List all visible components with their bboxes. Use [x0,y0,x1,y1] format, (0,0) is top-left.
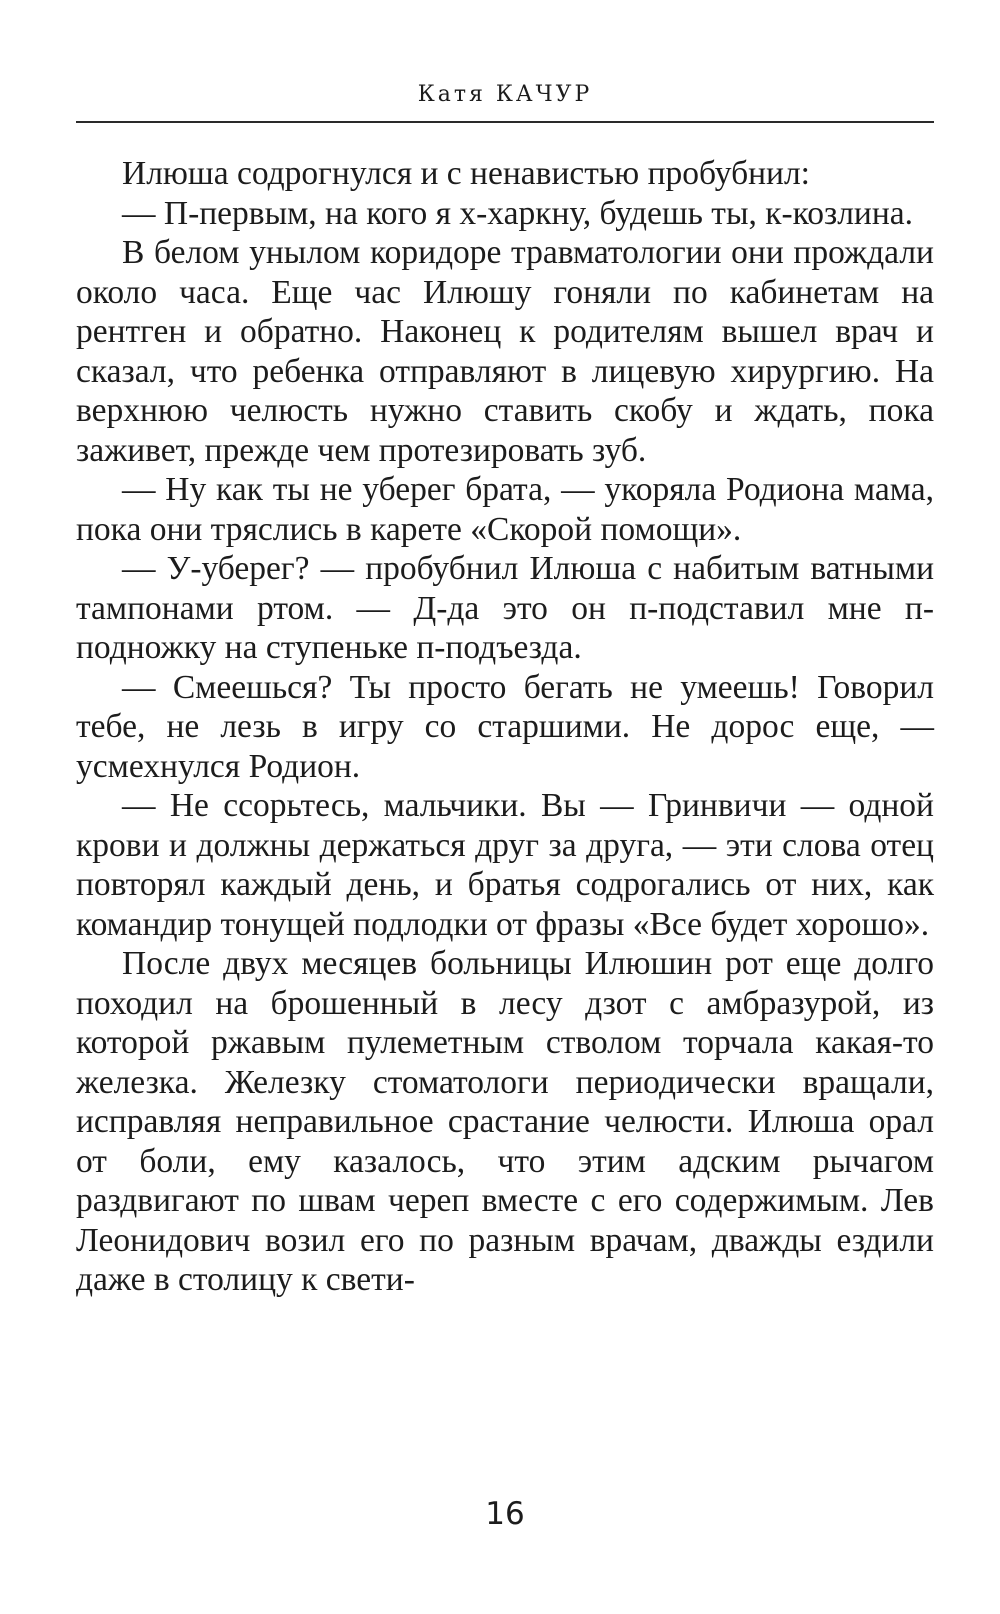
header-rule [76,121,934,123]
paragraph: — У-уберег? — пробубнил Илюша с набитым ватными тампонами ртом. — Д-да это он п-подставил мне п-подножку на ступеньке п-подъезда. [76,550,934,666]
body-text [76,154,934,1300]
paragraph: После двух месяцев больницы Илюшин рот еще долго походил на брошенный в лесу дзот с амбразурой, из которой ржавым пулеметным стволом торчала какая-то железка. Железку стоматологи периодически вращали, исправляя неправильное срастание челюсти. Илюша орал от боли, ему казалось, что этим адским рычагом раздвигают по швам череп вместе с его содержимым. Лев Леонидович возил его по разным врачам, дважды ездили даже в столицу к свети- [76,945,934,1298]
running-head-author: Катя КАЧУР [417,82,593,107]
paragraph: — Не ссорьтесь, мальчики. Вы — Гринвичи — одной крови и должны держаться друг за друга, — эти слова отец повторял каждый день, и братья содрогались от них, как командир тонущей подлодки от фразы «Все будет хорошо». [76,787,934,943]
paragraph: В белом унылом коридоре травматологии они прождали около часа. Еще час Илюшу гоняли по кабинетам на рентген и обратно. Наконец к родителям вышел врач и сказал, что ребенка отправляют в лицевую хирургию. На верхнюю челюсть нужно ставить скобу и ждать, пока заживет, прежде чем протезировать зуб. [76,234,934,469]
paragraph: — Ну как ты не уберег брата, — укоряла Родиона мама, пока они тряслись в карете «Скорой помощи». [76,471,934,548]
paragraph: — Смеешься? Ты просто бегать не умеешь! Говорил тебе, не лезь в игру со старшими. Не дорос еще, — усмехнулся Родион. [76,668,934,785]
paragraph: — П-первым, на кого я х-харкну, будешь ты, к-козлина. [122,194,914,232]
paragraph: Илюша содрогнулся и с ненавистью пробубнил: [122,155,810,192]
page-number: 16 [485,1496,525,1532]
